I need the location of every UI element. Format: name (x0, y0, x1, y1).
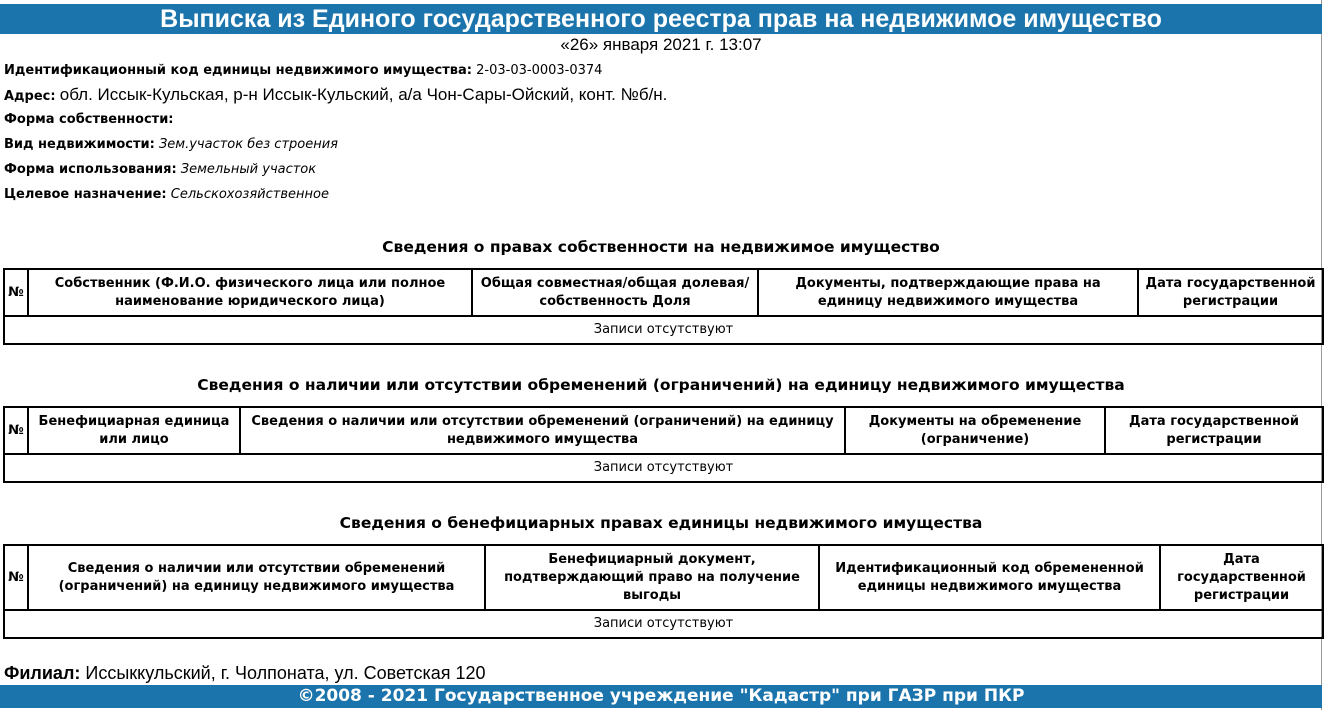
field-usage-form-label: Форма использования: (4, 162, 177, 177)
field-id-code-value: 2-03-03-0003-0374 (476, 63, 603, 78)
column-header: Дата государственной регистрации (1138, 269, 1323, 316)
section-ownership-title: Сведения о правах собственности на недвижимое имущество (382, 238, 940, 256)
table-header-row (4, 545, 1323, 610)
field-id-code-label: Идентификационный код единицы недвижимого имущества: (4, 63, 472, 78)
column-header: № (4, 545, 28, 610)
column-header: Сведения о наличии или отсутствии обременений (ограничений) на единицу недвижимого имущества (240, 407, 845, 454)
table-header-row (4, 269, 1323, 316)
extract-date: «26» января 2021 г. 13:07 (560, 35, 762, 54)
field-ownership-form (4, 111, 174, 129)
table-row (4, 316, 1323, 344)
branch-value: Иссыккульский, г. Чолпоната, ул. Советская 120 (85, 663, 486, 683)
column-header: Сведения о наличии или отсутствии обременений (ограничений) на единицу недвижимого имущества (28, 545, 485, 610)
column-header: № (4, 407, 28, 454)
table-row (4, 610, 1323, 638)
column-header: Бенефициарная единица или лицо (28, 407, 240, 454)
table-header-row (4, 407, 1323, 454)
field-property-type-value: Зем.участок без строения (158, 137, 338, 152)
field-usage-form-value: Земельный участок (180, 162, 317, 177)
empty-records-text: Записи отсутствуют (4, 610, 1323, 638)
field-address-label: Адрес: (4, 89, 56, 104)
encumbrances-table (3, 406, 1324, 483)
column-header: Документы на обременение (ограничение) (845, 407, 1105, 454)
page-title: Выписка из Единого государственного реестра прав на недвижимое имущество (0, 4, 1322, 34)
column-header: Дата государственной регистрации (1105, 407, 1323, 454)
column-header: Идентификационный код обремененной единицы недвижимого имущества (819, 545, 1160, 610)
column-header: Общая совместная/общая долевая/ собственность Доля (472, 269, 758, 316)
column-header: Собственник (Ф.И.О. физического лица или полное наименование юридического лица) (28, 269, 472, 316)
field-property-type (4, 136, 338, 154)
section-beneficiary-title: Сведения о бенефициарных правах единицы недвижимого имущества (339, 514, 983, 532)
field-id-code (4, 62, 602, 80)
column-header: № (4, 269, 28, 316)
ownership-table (3, 268, 1324, 345)
table-row (4, 454, 1323, 482)
copyright-bar: ©2008 - 2021 Государственное учреждение "Кадастр" при ГАЗР при ПКР (0, 685, 1322, 708)
field-ownership-form-label: Форма собственности: (4, 112, 174, 127)
section-encumbrances-title: Сведения о наличии или отсутствии обременений (ограничений) на единицу недвижимого имущества (197, 376, 1125, 394)
field-property-type-label: Вид недвижимости: (4, 137, 155, 152)
column-header: Документы, подтверждающие права на единицу недвижимого имущества (758, 269, 1138, 316)
empty-records-text: Записи отсутствуют (4, 316, 1323, 344)
branch-info (4, 663, 486, 684)
column-header: Дата государственной регистрации (1160, 545, 1323, 610)
beneficiary-table (3, 544, 1324, 639)
empty-records-text: Записи отсутствуют (4, 454, 1323, 482)
field-usage-form (4, 161, 316, 179)
field-address-value: обл. Иссык-Кульская, р-н Иссык-Кульский, а/а Чон-Сары-Ойский, конт. №б/н. (59, 85, 668, 104)
branch-label: Филиал: (4, 663, 81, 683)
field-purpose-label: Целевое назначение: (4, 187, 167, 202)
field-purpose-value: Сельскохозяйственное (170, 187, 329, 202)
field-purpose (4, 186, 329, 204)
column-header: Бенефициарный документ, подтверждающий право на получение выгоды (485, 545, 819, 610)
field-address (4, 84, 667, 108)
